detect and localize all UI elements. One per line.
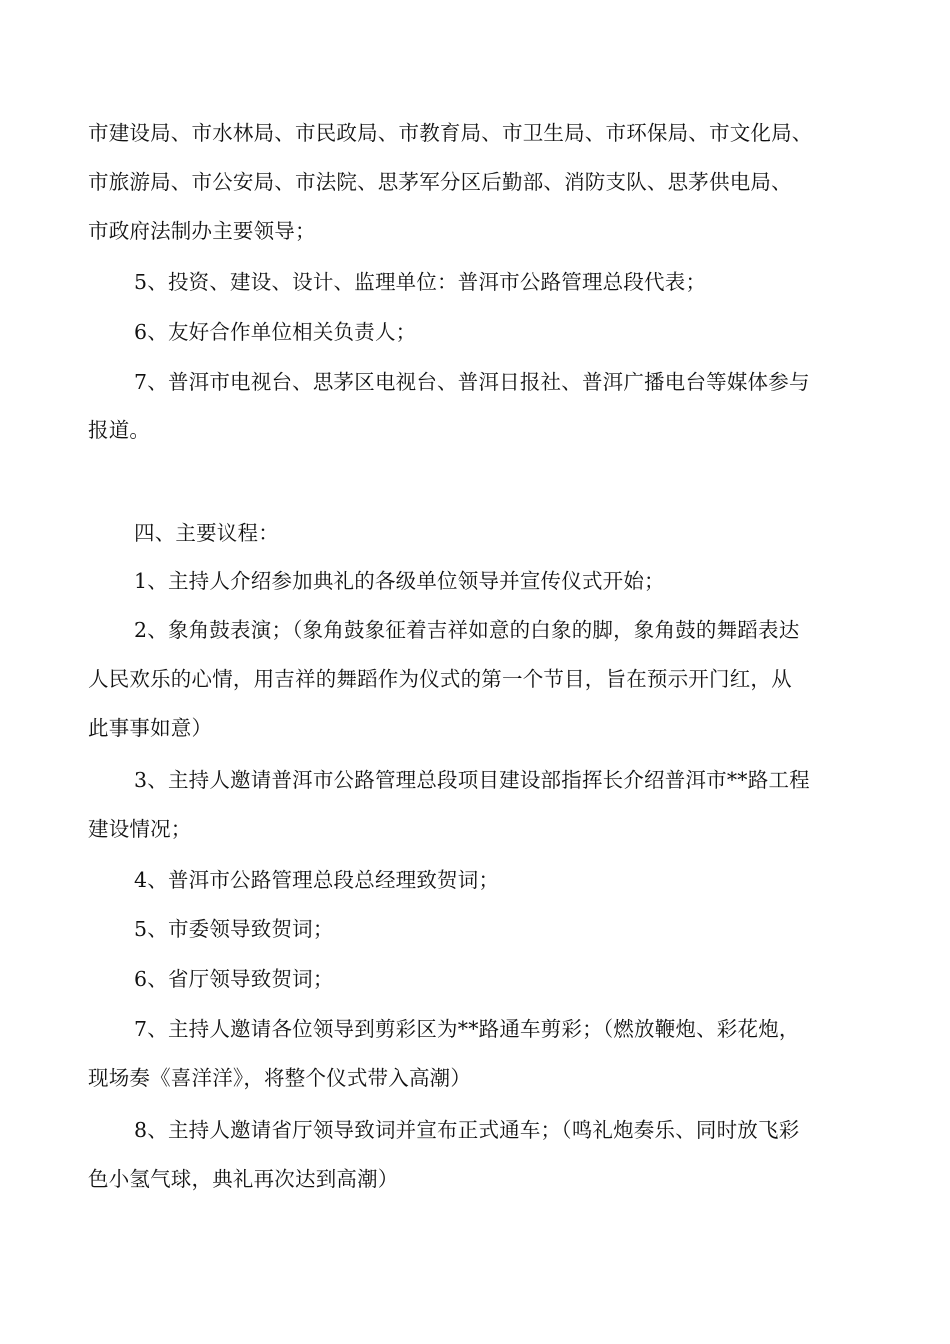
text-line-4: 5、投资、建设、设计、监理单位：普洱市公路管理总段代表； bbox=[134, 270, 707, 294]
text-line-2: 市旅游局、市公安局、市法院、思茅军分区后勤部、消防支队、思茅供电局、 bbox=[88, 170, 792, 194]
text-line-11: 此事事如意） bbox=[88, 716, 213, 740]
text-line-18: 现场奏《喜洋洋》，将整个仪式带入高潮） bbox=[88, 1066, 472, 1090]
text-line-9: 2、象角鼓表演；（象角鼓象征着吉祥如意的白象的脚，象角鼓的舞蹈表达 bbox=[134, 618, 800, 642]
text-line-3: 市政府法制办主要领导； bbox=[88, 219, 316, 243]
text-line-20: 色小氢气球，典礼再次达到高潮） bbox=[88, 1167, 399, 1191]
text-line-10: 人民欢乐的心情，用吉祥的舞蹈作为仪式的第一个节目，旨在预示开门红，从 bbox=[88, 667, 792, 691]
text-line-13: 建设情况； bbox=[88, 817, 192, 841]
section-heading: 四、主要议程： bbox=[134, 521, 279, 545]
text-line-6: 7、普洱市电视台、思茅区电视台、普洱日报社、普洱广播电台等媒体参与 bbox=[134, 370, 810, 394]
text-line-15: 5、市委领导致贺词； bbox=[134, 917, 334, 941]
text-line-7: 报道。 bbox=[88, 418, 151, 442]
text-line-5: 6、友好合作单位相关负责人； bbox=[134, 320, 417, 344]
text-line-16: 6、省厅领导致贺词； bbox=[134, 967, 334, 991]
text-line-12: 3、主持人邀请普洱市公路管理总段项目建设部指挥长介绍普洱市**路工程 bbox=[134, 768, 810, 792]
text-line-1: 市建设局、市水林局、市民政局、市教育局、市卫生局、市环保局、市文化局、 bbox=[88, 121, 813, 145]
text-line-19: 8、主持人邀请省厅领导致词并宣布正式通车；（鸣礼炮奏乐、同时放飞彩 bbox=[134, 1118, 800, 1142]
text-line-17: 7、主持人邀请各位领导到剪彩区为**路通车剪彩；（燃放鞭炮、彩花炮， bbox=[134, 1017, 800, 1041]
text-line-8: 1、主持人介绍参加典礼的各级单位领导并宣传仪式开始； bbox=[134, 569, 665, 593]
text-line-14: 4、普洱市公路管理总段总经理致贺词； bbox=[134, 868, 500, 892]
